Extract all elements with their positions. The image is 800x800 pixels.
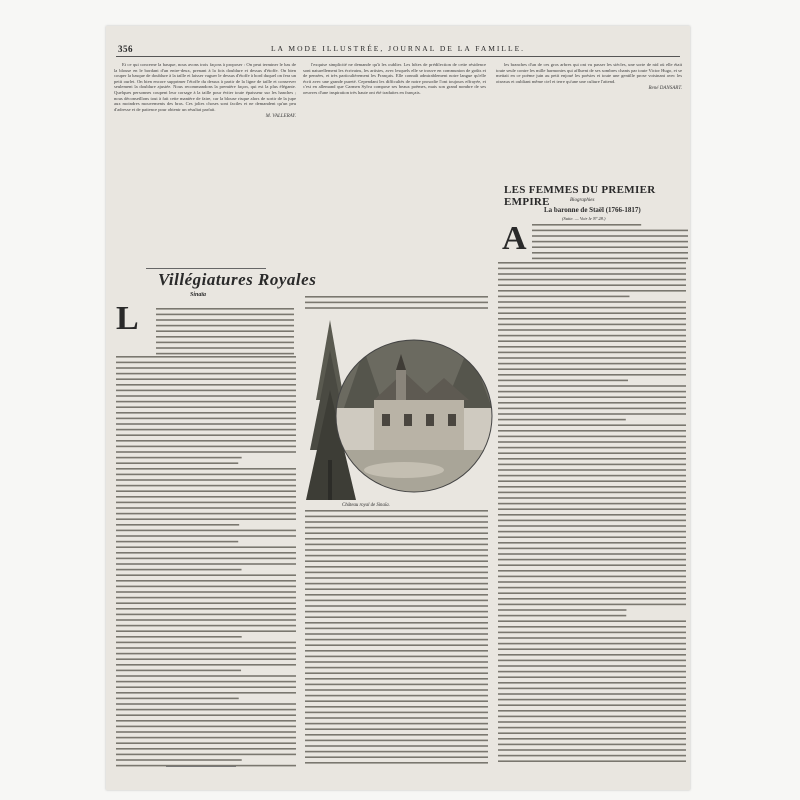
text-line (498, 262, 686, 264)
text-line (498, 531, 686, 533)
article-subtitle-sinaia: Sinaïa (190, 292, 207, 298)
text-line (116, 754, 296, 756)
text-line (116, 362, 296, 364)
text-line (116, 630, 296, 632)
text-line (498, 307, 686, 309)
text-line (498, 682, 686, 684)
text-line (305, 672, 488, 674)
text-line (498, 318, 686, 320)
text-line (116, 731, 296, 733)
text-line (305, 740, 488, 742)
text-line (498, 699, 686, 701)
text-line (305, 307, 488, 309)
text-line (116, 496, 296, 498)
text-line (305, 756, 488, 758)
text-line (498, 716, 686, 718)
text-line (116, 686, 296, 688)
text-line (498, 749, 686, 751)
text-line (305, 762, 488, 764)
text-line (498, 296, 629, 298)
text-line (116, 714, 296, 716)
text-line (498, 626, 686, 628)
text-line (305, 296, 488, 298)
text-line (498, 469, 686, 471)
text-line (305, 560, 488, 562)
text-line (116, 664, 296, 666)
text-line (498, 268, 686, 270)
text-line (498, 374, 686, 376)
text-line (498, 576, 686, 578)
text-line (498, 458, 686, 460)
text-line (532, 224, 641, 226)
text-line (116, 530, 296, 532)
text-line (498, 525, 686, 527)
text-line (116, 642, 296, 644)
text-line (116, 474, 296, 476)
series-label: Biographies (570, 198, 595, 203)
text-line (116, 737, 296, 739)
text-line (498, 570, 686, 572)
text-line (498, 514, 686, 516)
text-line (116, 451, 296, 453)
text-line (116, 356, 296, 358)
text-line (116, 423, 296, 425)
text-line (116, 373, 296, 375)
text-line (305, 600, 488, 602)
text-line (498, 609, 626, 611)
text-line (498, 324, 686, 326)
text-line (305, 751, 488, 753)
text-line (498, 676, 686, 678)
text-line (305, 616, 488, 618)
text-line (305, 611, 488, 613)
text-line (116, 446, 296, 448)
text-line (305, 555, 488, 557)
text-line (498, 727, 686, 729)
text-line (305, 510, 488, 512)
text-line (498, 357, 686, 359)
text-line (305, 566, 488, 568)
text-line (116, 384, 296, 386)
text-line (498, 480, 686, 482)
text-line (116, 546, 296, 548)
signature-valleray: M. VALLERAY. (265, 114, 296, 120)
text-line (498, 368, 686, 370)
text-line (116, 681, 296, 683)
text-line (498, 363, 686, 365)
text-line (116, 558, 296, 560)
text-line (305, 723, 488, 725)
text-line (156, 319, 294, 321)
newspaper-page (106, 26, 690, 790)
text-line (156, 342, 294, 344)
text-line (305, 650, 488, 652)
text-line (305, 734, 488, 736)
text-line (498, 486, 686, 488)
text-line (116, 524, 239, 526)
text-line (498, 688, 686, 690)
text-line (498, 380, 628, 382)
text-line (305, 527, 488, 529)
text-line (116, 513, 296, 515)
article-subtitle-baronne: La baronne de Staël (1766-1817) (544, 206, 641, 214)
text-line (305, 516, 488, 518)
text-line (498, 452, 686, 454)
text-line (116, 485, 296, 487)
text-line (116, 395, 296, 397)
text-line (498, 335, 686, 337)
text-line (116, 625, 296, 627)
text-line (116, 653, 296, 655)
text-line (498, 508, 686, 510)
text-line (116, 390, 296, 392)
text-line (116, 479, 296, 481)
text-line (498, 385, 686, 387)
paragraph: les branches d'un de ces gros arbres qui ont vu passer les siècles, une sorte de nid où elle était toute seule contre les mille harmonies qui affluent de ses sombres chants par toute Victor Hugo, et se mettait en ce poème juin au petit enjoué les poésies et toute une gentille prose voisinant avec les oiseaux et oubliant même ciel et terre qu'une une culture l'attend. (496, 62, 682, 84)
text-line (116, 591, 296, 593)
text-line (498, 436, 686, 438)
text-line (156, 336, 294, 338)
text-line (532, 258, 688, 260)
text-line (305, 633, 488, 635)
text-line (116, 418, 296, 420)
text-line (116, 658, 296, 660)
figure-caption: Château royal de Sinaïa. (342, 503, 390, 508)
text-line (116, 647, 296, 649)
text-line (116, 720, 296, 722)
text-line (498, 704, 686, 706)
text-line (498, 604, 686, 606)
text-line (305, 302, 488, 304)
text-line (116, 440, 296, 442)
text-line (498, 464, 686, 466)
text-line (498, 352, 686, 354)
text-line (305, 588, 488, 590)
text-line (116, 434, 296, 436)
text-line (116, 692, 296, 694)
chateau-illustration (304, 310, 494, 504)
text-line (305, 745, 488, 747)
text-line (116, 619, 296, 621)
text-line (116, 563, 296, 565)
text-line (156, 325, 294, 327)
text-line (532, 241, 688, 243)
text-line (498, 755, 686, 757)
text-line (498, 447, 686, 449)
text-line (498, 536, 686, 538)
text-line (498, 492, 686, 494)
drop-cap-a: A (502, 220, 527, 257)
text-line (116, 401, 296, 403)
text-line (498, 402, 686, 404)
signature-dansart: René DANSART. (648, 86, 682, 92)
text-line (498, 340, 686, 342)
text-line (498, 290, 686, 292)
text-line (305, 678, 488, 680)
text-line (305, 521, 488, 523)
paragraph: l'exquise simplicité ne demande qu'à les oublier. Les hôtes de prédilection de cette résidence sont naturellement les écrivains, les artistes, avec lesquels elle se trouve en communion de goûts et de pensées, et très particulièrement les Français. Elle connaît admirablement notre langue qu'elle écrit avec une grande pureté. Cependant les difficultés de notre prosodie l'ont toujours effrayée, et c'est en allemand que Carmen Sylva compose ses beaux poèmes, mais son grand nombre de ses oeuvres d'une inspiration très haute ont été traduites en français. (303, 62, 486, 95)
text-line (532, 230, 688, 232)
text-line (116, 703, 296, 705)
text-line (116, 742, 296, 744)
text-line (116, 580, 296, 582)
text-line (532, 252, 688, 254)
continuation-note: (Suite. — Voir le Nº 28.) (562, 216, 606, 221)
text-line (116, 614, 296, 616)
text-line (498, 671, 686, 673)
text-line (305, 583, 488, 585)
text-line (498, 710, 686, 712)
text-line (498, 760, 686, 762)
text-line (498, 643, 686, 645)
text-line (116, 518, 296, 520)
article-title-femmes: LES FEMMES DU PREMIER EMPIRE (504, 184, 656, 208)
text-line (305, 532, 488, 534)
text-line (305, 605, 488, 607)
text-line (498, 693, 686, 695)
text-line (498, 396, 686, 398)
text-line (116, 468, 296, 470)
text-line (116, 502, 296, 504)
text-line (116, 462, 238, 464)
text-line (156, 308, 294, 310)
text-line (116, 748, 296, 750)
text-line (498, 648, 686, 650)
text-line (116, 541, 238, 543)
text-line (116, 698, 239, 700)
text-line (116, 675, 296, 677)
text-line (305, 684, 488, 686)
text-line (116, 709, 296, 711)
text-line (498, 273, 686, 275)
text-line (305, 622, 488, 624)
text-line (498, 665, 686, 667)
text-line (156, 330, 294, 332)
text-line (498, 542, 686, 544)
text-line (498, 632, 686, 634)
text-line (116, 569, 242, 571)
text-line (498, 548, 686, 550)
text-line (156, 314, 294, 316)
text-line (116, 378, 296, 380)
text-line (498, 637, 686, 639)
text-line (498, 660, 686, 662)
text-line (305, 689, 488, 691)
text-line (116, 608, 296, 610)
text-line (116, 574, 296, 576)
text-line (498, 598, 686, 600)
text-line (498, 284, 686, 286)
text-line (305, 706, 488, 708)
text-line (305, 644, 488, 646)
paragraph: Et ce qui concerne la basque, nous avons trois façons à proposer : On peut terminer le bas de la blouse en le bordant d'un entre-deux, prenant à la fois doublure et dessus d'étoffe. On bien couper la basque de doublure à la taille et laisser vaguer le dessus d'étoffe à bord duquel on fera un petit ourlet. On bien encore supprimer l'étoffe du dessus à partir de la ligne de taille et conserver seulement la doublure ajustée. Nous recommandons la première façon, qui est la plus élégante. Quelques personnes coupent leur corsage à la taille pour éviter toute épaisseur sur les hanches ; nous déconseillons tout à fait cette manière de faire, car la blouse risque alors de sortir de la jupe aux moindres mouvements des bras. Ces jolies choses sont faciles et ne demandent qu'un peu d'adresse et de patience pour obtenir un résultat parfait. (114, 62, 296, 112)
text-line (498, 587, 686, 589)
text-line (116, 726, 296, 728)
text-line (498, 329, 686, 331)
text-line (116, 429, 296, 431)
text-line (305, 628, 488, 630)
text-line (305, 544, 488, 546)
text-line (156, 353, 294, 355)
text-line (116, 597, 296, 599)
text-line (498, 620, 686, 622)
text-line (305, 594, 488, 596)
text-line (498, 744, 686, 746)
text-line (305, 572, 488, 574)
text-line (498, 581, 686, 583)
text-line (116, 457, 242, 459)
text-line (305, 667, 488, 669)
text-line (498, 408, 686, 410)
text-line (305, 712, 488, 714)
text-line (305, 728, 488, 730)
text-line (116, 535, 296, 537)
text-line (498, 721, 686, 723)
text-line (498, 441, 686, 443)
text-line (498, 564, 686, 566)
text-line (305, 639, 488, 641)
text-line (116, 490, 296, 492)
text-line (498, 424, 686, 426)
text-line (498, 654, 686, 656)
text-line (498, 503, 686, 505)
text-line (305, 695, 488, 697)
text-line (305, 577, 488, 579)
drop-cap-l: L (116, 300, 139, 337)
text-line (156, 347, 294, 349)
text-line (116, 367, 296, 369)
text-line (116, 602, 296, 604)
text-line (498, 312, 686, 314)
text-line (498, 615, 626, 617)
page-number: 356 (118, 44, 133, 54)
text-line (498, 732, 686, 734)
text-line (532, 246, 688, 248)
running-title: LA MODE ILLUSTRÉE, JOURNAL DE LA FAMILLE. (270, 44, 526, 53)
text-line (498, 559, 686, 561)
text-line (498, 413, 686, 415)
text-line (498, 346, 686, 348)
text-line (116, 759, 242, 761)
text-line (498, 475, 686, 477)
text-line (305, 538, 488, 540)
text-line (498, 419, 626, 421)
text-line (498, 301, 686, 303)
text-line (116, 670, 241, 672)
text-line (305, 656, 488, 658)
text-line (498, 430, 686, 432)
text-line (116, 586, 296, 588)
text-line (305, 661, 488, 663)
text-line (498, 520, 686, 522)
text-line (116, 507, 296, 509)
text-line (498, 497, 686, 499)
text-line (305, 717, 488, 719)
text-line (498, 738, 686, 740)
text-line (116, 412, 296, 414)
text-line (532, 235, 688, 237)
text-line (116, 406, 296, 408)
text-line (498, 279, 686, 281)
divider (166, 766, 236, 767)
text-line (116, 552, 296, 554)
article-title-villegiatures: Villégiatures Royales (158, 270, 317, 289)
text-line (498, 592, 686, 594)
text-line (116, 636, 242, 638)
text-line (305, 700, 488, 702)
text-line (498, 391, 686, 393)
text-line (498, 553, 686, 555)
text-line (305, 549, 488, 551)
